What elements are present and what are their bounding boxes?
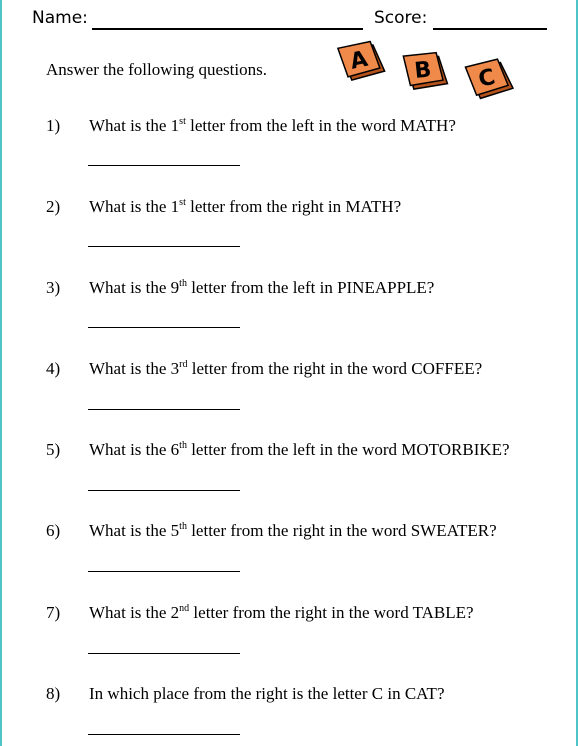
question-text: What is the 1st letter from the right in MATH? xyxy=(89,197,402,216)
answer-line[interactable] xyxy=(88,246,240,247)
question-number: 7) xyxy=(46,603,61,622)
question-text: In which place from the right is the letter C in CAT? xyxy=(89,684,445,703)
answer-line[interactable] xyxy=(88,571,240,572)
question-number: 8) xyxy=(46,684,61,703)
answer-line[interactable] xyxy=(88,327,240,328)
answer-line[interactable] xyxy=(88,653,240,654)
question-text: What is the 3rd letter from the right in the word COFFEE? xyxy=(89,359,483,378)
score-label: Score: xyxy=(374,8,428,28)
question-text: What is the 2nd letter from the right in the word TABLE? xyxy=(89,603,474,622)
tile-c-icon xyxy=(466,58,510,100)
answer-line[interactable] xyxy=(88,490,240,491)
question-number: 6) xyxy=(46,521,61,540)
answer-line[interactable] xyxy=(88,165,240,166)
question-number: 2) xyxy=(46,197,61,216)
question-text: What is the 1st letter from the left in the word MATH? xyxy=(89,116,456,135)
tile-a-icon xyxy=(338,40,382,82)
question-text: What is the 5th letter from the right in the word SWEATER? xyxy=(89,521,497,540)
instructions: Answer the following questions. xyxy=(46,60,267,79)
question-number: 3) xyxy=(46,278,61,297)
question-number: 5) xyxy=(46,440,61,459)
question-text: What is the 9th letter from the left in PINEAPPLE? xyxy=(89,278,435,297)
tile-b-letter: B xyxy=(413,57,433,84)
name-label: Name: xyxy=(32,8,88,28)
question-text: What is the 6th letter from the left in the word MOTORBIKE? xyxy=(89,440,510,459)
question-number: 1) xyxy=(46,116,61,135)
name-field-line[interactable] xyxy=(92,28,363,30)
answer-line[interactable] xyxy=(88,409,240,410)
tile-b-icon xyxy=(402,50,446,92)
tile-a-letter: A xyxy=(347,46,370,75)
answer-line[interactable] xyxy=(88,734,240,735)
tile-c-letter: C xyxy=(476,64,498,93)
question-number: 4) xyxy=(46,359,61,378)
score-field-line[interactable] xyxy=(433,28,547,30)
